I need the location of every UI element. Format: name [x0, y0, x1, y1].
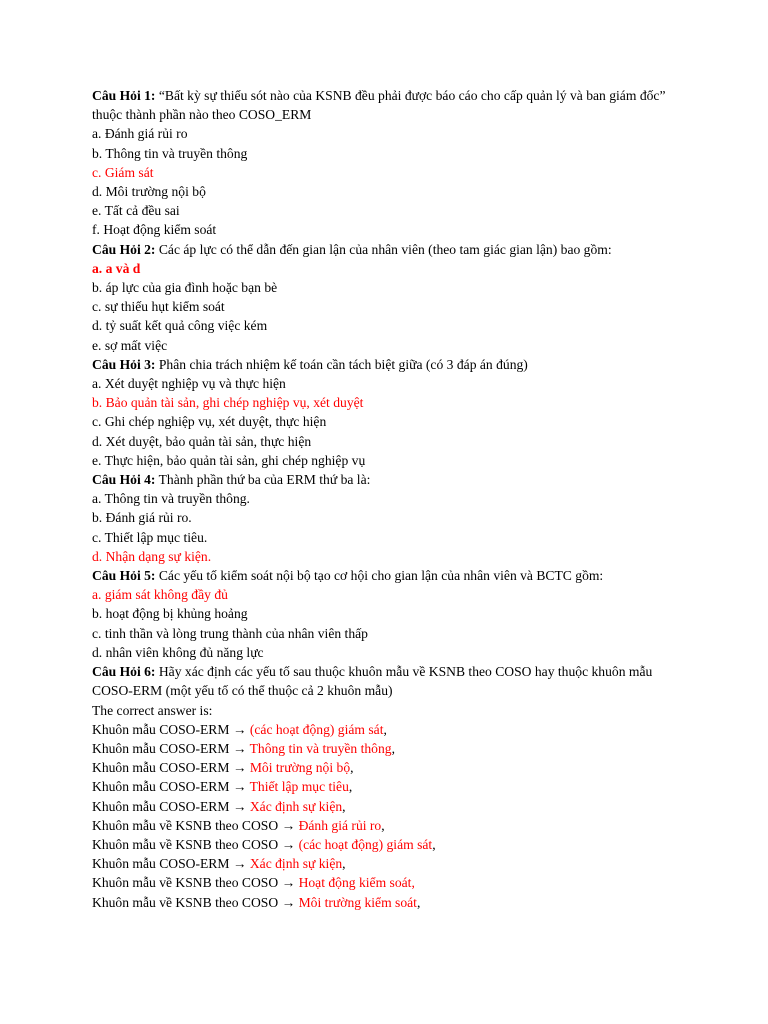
- question-4-text: Thành phần thứ ba của ERM thứ ba là:: [155, 472, 371, 488]
- answer-intro: The correct answer is:: [92, 702, 213, 718]
- answer-component: Xác định sự kiện: [249, 798, 343, 814]
- answer-suffix: ,: [350, 760, 354, 776]
- question-3-stem: [92, 355, 692, 374]
- question-3-label: Câu Hỏi 3:: [92, 356, 156, 372]
- arrow-icon: →: [278, 836, 299, 852]
- answer-suffix: ,: [416, 894, 421, 910]
- question-4-option-b: b. Đánh giá rủi ro.: [92, 510, 192, 526]
- arrow-icon: →: [229, 856, 250, 872]
- arrow-icon: →: [278, 875, 299, 891]
- answer-framework: Khuôn mẫu COSO-ERM: [92, 760, 230, 776]
- question-3-option-b-correct: b. Bảo quản tài sản, ghi chép nghiệp vụ, xét duyệt: [92, 395, 364, 411]
- answer-line: [92, 816, 692, 835]
- answer-framework: Khuôn mẫu về KSNB theo COSO: [92, 894, 279, 910]
- answer-framework: Khuôn mẫu về KSNB theo COSO: [92, 817, 279, 833]
- answer-component: Xác định sự kiện: [249, 856, 343, 872]
- question-2: [92, 240, 692, 355]
- question-1-option-e: e. Tất cả đều sai: [92, 203, 180, 219]
- answer-component: Môi trường kiểm soát: [298, 894, 417, 910]
- answer-component: Môi trường nội bộ: [249, 760, 351, 776]
- question-2-option-a-correct: a. a và d: [92, 260, 141, 276]
- answer-framework: Khuôn mẫu COSO-ERM: [92, 856, 230, 872]
- arrow-icon: →: [229, 798, 250, 814]
- answer-line: [92, 835, 692, 854]
- answer-framework: Khuôn mẫu COSO-ERM: [92, 721, 230, 737]
- answer-line: [92, 739, 692, 758]
- answer-suffix: ,: [391, 740, 395, 756]
- answer-line: [92, 720, 692, 739]
- question-6-label: Câu Hỏi 6:: [92, 664, 156, 680]
- question-4-option-a: a. Thông tin và truyền thông.: [92, 491, 250, 507]
- question-3-option-d: d. Xét duyệt, bảo quản tài sản, thực hiện: [92, 433, 312, 449]
- answer-component: Thông tin và truyền thông: [249, 740, 392, 756]
- question-2-option-d: d. tỷ suất kết quả công việc kém: [92, 318, 268, 334]
- answer-suffix: ,: [348, 779, 353, 795]
- question-5-stem: [92, 566, 692, 585]
- question-1-stem: [92, 86, 692, 124]
- question-1: [92, 86, 692, 240]
- question-6-text: Hãy xác định các yếu tố sau thuộc khuôn mẫu về KSNB theo COSO hay thuộc khuôn mẫu COSO-ERM (một yếu tố có thể thuộc cả 2 khuôn mẫu): [92, 664, 653, 699]
- question-5-label: Câu Hỏi 5:: [92, 568, 156, 584]
- question-1-option-c-correct: c. Giám sát: [92, 164, 154, 180]
- answer-framework: Khuôn mẫu COSO-ERM: [92, 779, 230, 795]
- answer-framework: Khuôn mẫu về KSNB theo COSO: [92, 836, 279, 852]
- question-3-option-a: a. Xét duyệt nghiệp vụ và thực hiện: [92, 376, 286, 392]
- arrow-icon: →: [278, 817, 299, 833]
- question-1-label: Câu Hỏi 1:: [92, 88, 156, 103]
- arrow-icon: →: [229, 740, 250, 756]
- question-2-stem: [92, 240, 692, 259]
- question-2-option-e: e. sợ mất việc: [92, 337, 168, 353]
- question-5: [92, 566, 692, 662]
- arrow-icon: →: [229, 779, 250, 795]
- question-2-option-c: c. sự thiếu hụt kiểm soát: [92, 299, 225, 315]
- answer-line: [92, 777, 692, 796]
- arrow-icon: →: [229, 760, 250, 776]
- answer-component: Hoạt động kiểm soát: [298, 875, 412, 891]
- question-5-option-d: d. nhân viên không đủ năng lực: [92, 644, 264, 660]
- arrow-icon: →: [229, 721, 250, 737]
- question-4-label: Câu Hỏi 4:: [92, 472, 156, 488]
- answer-line: [92, 854, 692, 873]
- answer-framework: Khuôn mẫu COSO-ERM: [92, 798, 230, 814]
- question-3-option-c: c. Ghi chép nghiệp vụ, xét duyệt, thực hiện: [92, 414, 327, 430]
- answer-line: [92, 758, 692, 777]
- answer-suffix: ,: [342, 798, 346, 814]
- answer-suffix: ,: [432, 836, 436, 852]
- answer-line: [92, 797, 692, 816]
- question-5-option-b: b. hoạt động bị khủng hoảng: [92, 606, 248, 622]
- question-6: [92, 662, 692, 912]
- answer-line: [92, 893, 692, 912]
- question-1-option-d: d. Môi trường nội bộ: [92, 184, 206, 200]
- answer-framework: Khuôn mẫu về KSNB theo COSO: [92, 875, 279, 891]
- answer-suffix: ,: [342, 856, 346, 872]
- question-4-option-c: c. Thiết lập mục tiêu.: [92, 529, 208, 545]
- answer-component: (các hoạt động) giám sát: [298, 836, 433, 852]
- answer-component: (các hoạt động) giám sát: [249, 721, 384, 737]
- question-5-option-a-correct: a. giám sát không đầy đủ: [92, 587, 228, 603]
- question-5-option-c: c. tinh thần và lòng trung thành của nhân viên thấp: [92, 625, 368, 641]
- document-page: [92, 86, 692, 912]
- question-6-stem: [92, 662, 692, 700]
- answer-suffix: ,: [383, 721, 387, 737]
- answer-line: [92, 873, 692, 892]
- question-1-option-b: b. Thông tin và truyền thông: [92, 145, 248, 161]
- question-2-text: Các áp lực có thể dẫn đến gian lận của nhân viên (theo tam giác gian lận) bao gồm:: [155, 241, 612, 257]
- answer-suffix: ,: [411, 875, 415, 891]
- question-4: [92, 470, 692, 566]
- answer-suffix: ,: [381, 817, 385, 833]
- question-3: [92, 355, 692, 470]
- question-3-text: Phân chia trách nhiệm kế toán cần tách biệt giữa (có 3 đáp án đúng): [155, 356, 528, 372]
- answer-component: Đánh giá rủi ro: [298, 817, 382, 833]
- question-4-option-d-correct: d. Nhận dạng sự kiện.: [92, 548, 212, 564]
- question-1-option-f: f. Hoạt động kiểm soát: [92, 222, 217, 238]
- answer-framework: Khuôn mẫu COSO-ERM: [92, 740, 230, 756]
- question-4-stem: [92, 470, 692, 489]
- question-2-option-b: b. áp lực của gia đình hoặc bạn bè: [92, 280, 278, 296]
- arrow-icon: →: [278, 894, 299, 910]
- question-5-text: Các yếu tố kiểm soát nội bộ tạo cơ hội cho gian lận của nhân viên và BCTC gồm:: [155, 568, 604, 584]
- question-2-label: Câu Hỏi 2:: [92, 241, 156, 257]
- answer-component: Thiết lập mục tiêu: [249, 779, 349, 795]
- question-3-option-e: e. Thực hiện, bảo quản tài sản, ghi chép nghiệp vụ: [92, 452, 366, 468]
- question-1-option-a: a. Đánh giá rủi ro: [92, 126, 188, 142]
- question-1-text: “Bất kỳ sự thiếu sót nào của KSNB đều phải được báo cáo cho cấp quản lý và ban giám đốc” thuộc thành phần nào theo COSO_ERM: [92, 88, 666, 123]
